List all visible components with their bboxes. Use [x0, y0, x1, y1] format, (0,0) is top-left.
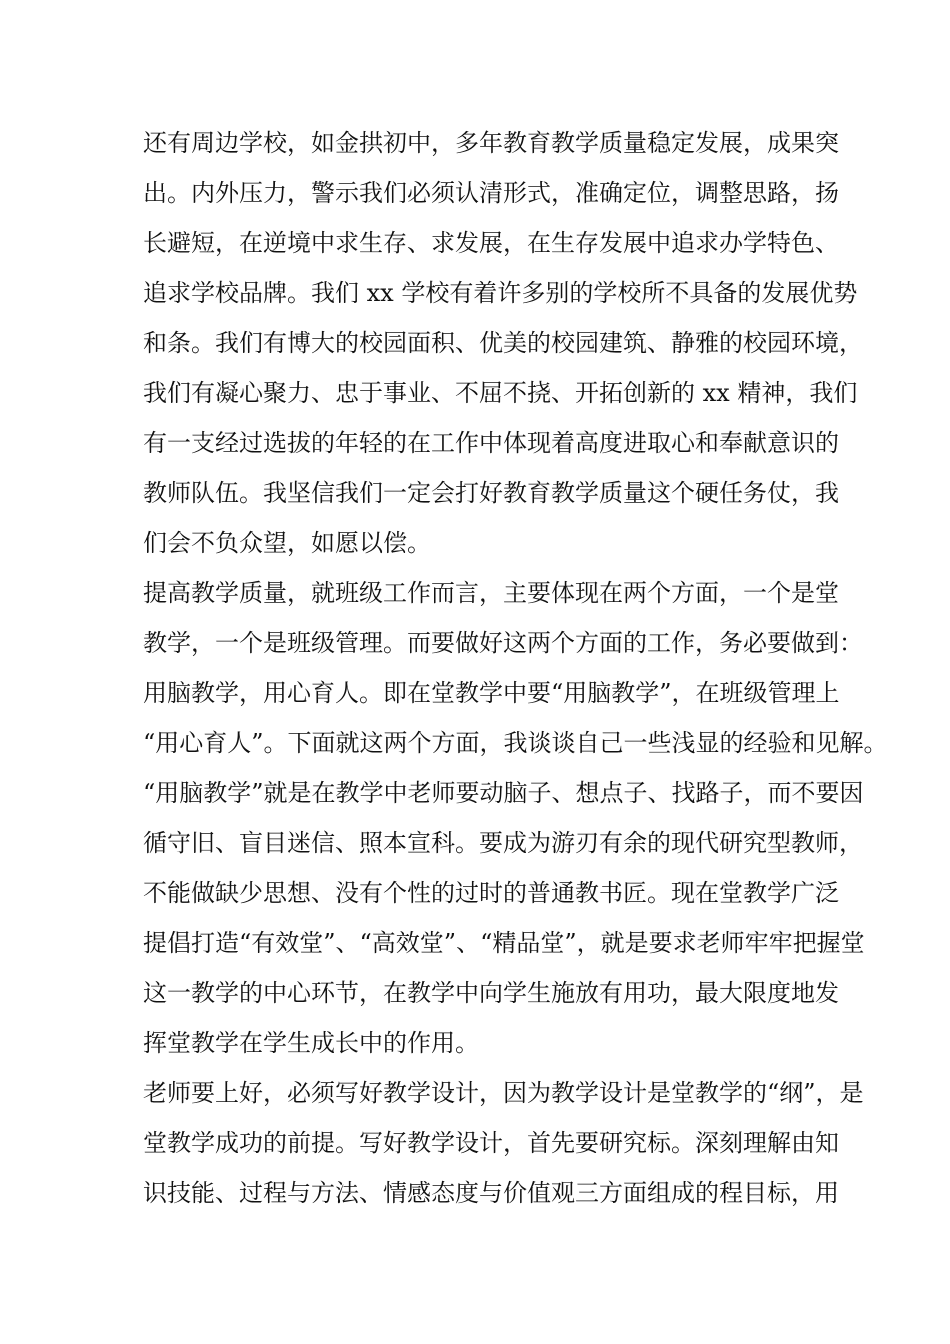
document-body — [143, 118, 888, 1218]
text-line: 提倡打造“有效堂”、“高效堂”、“精品堂”，就是要求老师牢牢把握堂 — [143, 929, 865, 957]
text-line: 堂教学成功的前提。写好教学设计，首先要研究标。深刻理解由知 — [143, 1129, 839, 1157]
text-line: 老师要上好，必须写好教学设计，因为教学设计是堂教学的“纲”，是 — [143, 1079, 864, 1107]
text-line: 有一支经过选拔的年轻的在工作中体现着高度进取心和奉献意识的 — [143, 429, 839, 457]
text-line: 我们有凝心聚力、忠于事业、不屈不挠、开拓创新的 xx 精神，我们 — [143, 379, 858, 407]
text-line: 和条。我们有博大的校园面积、优美的校园建筑、静雅的校园环境， — [143, 329, 863, 357]
text-line: 识技能、过程与方法、情感态度与价值观三方面组成的程目标，用 — [143, 1179, 839, 1207]
text-line: 用脑教学，用心育人。即在堂教学中要“用脑教学”，在班级管理上 — [143, 679, 840, 707]
text-line: 还有周边学校，如金拱初中，多年教育教学质量稳定发展，成果突 — [143, 129, 839, 157]
text-line: 这一教学的中心环节，在教学中向学生施放有用功，最大限度地发 — [143, 979, 839, 1007]
text-line: 们会不负众望，如愿以偿。 — [143, 529, 431, 557]
text-line: 教师队伍。我坚信我们一定会打好教育教学质量这个硬任务仗，我 — [143, 479, 839, 507]
text-line: “用心育人”。下面就这两个方面，我谈谈自己一些浅显的经验和见解。 — [143, 729, 888, 757]
text-line: 教学，一个是班级管理。而要做好这两个方面的工作，务必要做到： — [143, 629, 863, 657]
text-line: 出。内外压力，警示我们必须认清形式，准确定位，调整思路，扬 — [143, 179, 839, 207]
text-line: 追求学校品牌。我们 xx 学校有着许多别的学校所不具备的发展优势 — [143, 279, 858, 307]
text-line: 长避短，在逆境中求生存、求发展，在生存发展中追求办学特色、 — [143, 229, 839, 257]
text-line: 挥堂教学在学生成长中的作用。 — [143, 1029, 479, 1057]
text-line: 不能做缺少思想、没有个性的过时的普通教书匠。现在堂教学广泛 — [143, 879, 839, 907]
text-line: “用脑教学”就是在教学中老师要动脑子、想点子、找路子，而不要因 — [143, 779, 864, 807]
text-line: 循守旧、盲目迷信、照本宣科。要成为游刃有余的现代研究型教师， — [143, 829, 863, 857]
text-line: 提高教学质量，就班级工作而言，主要体现在两个方面，一个是堂 — [143, 579, 839, 607]
